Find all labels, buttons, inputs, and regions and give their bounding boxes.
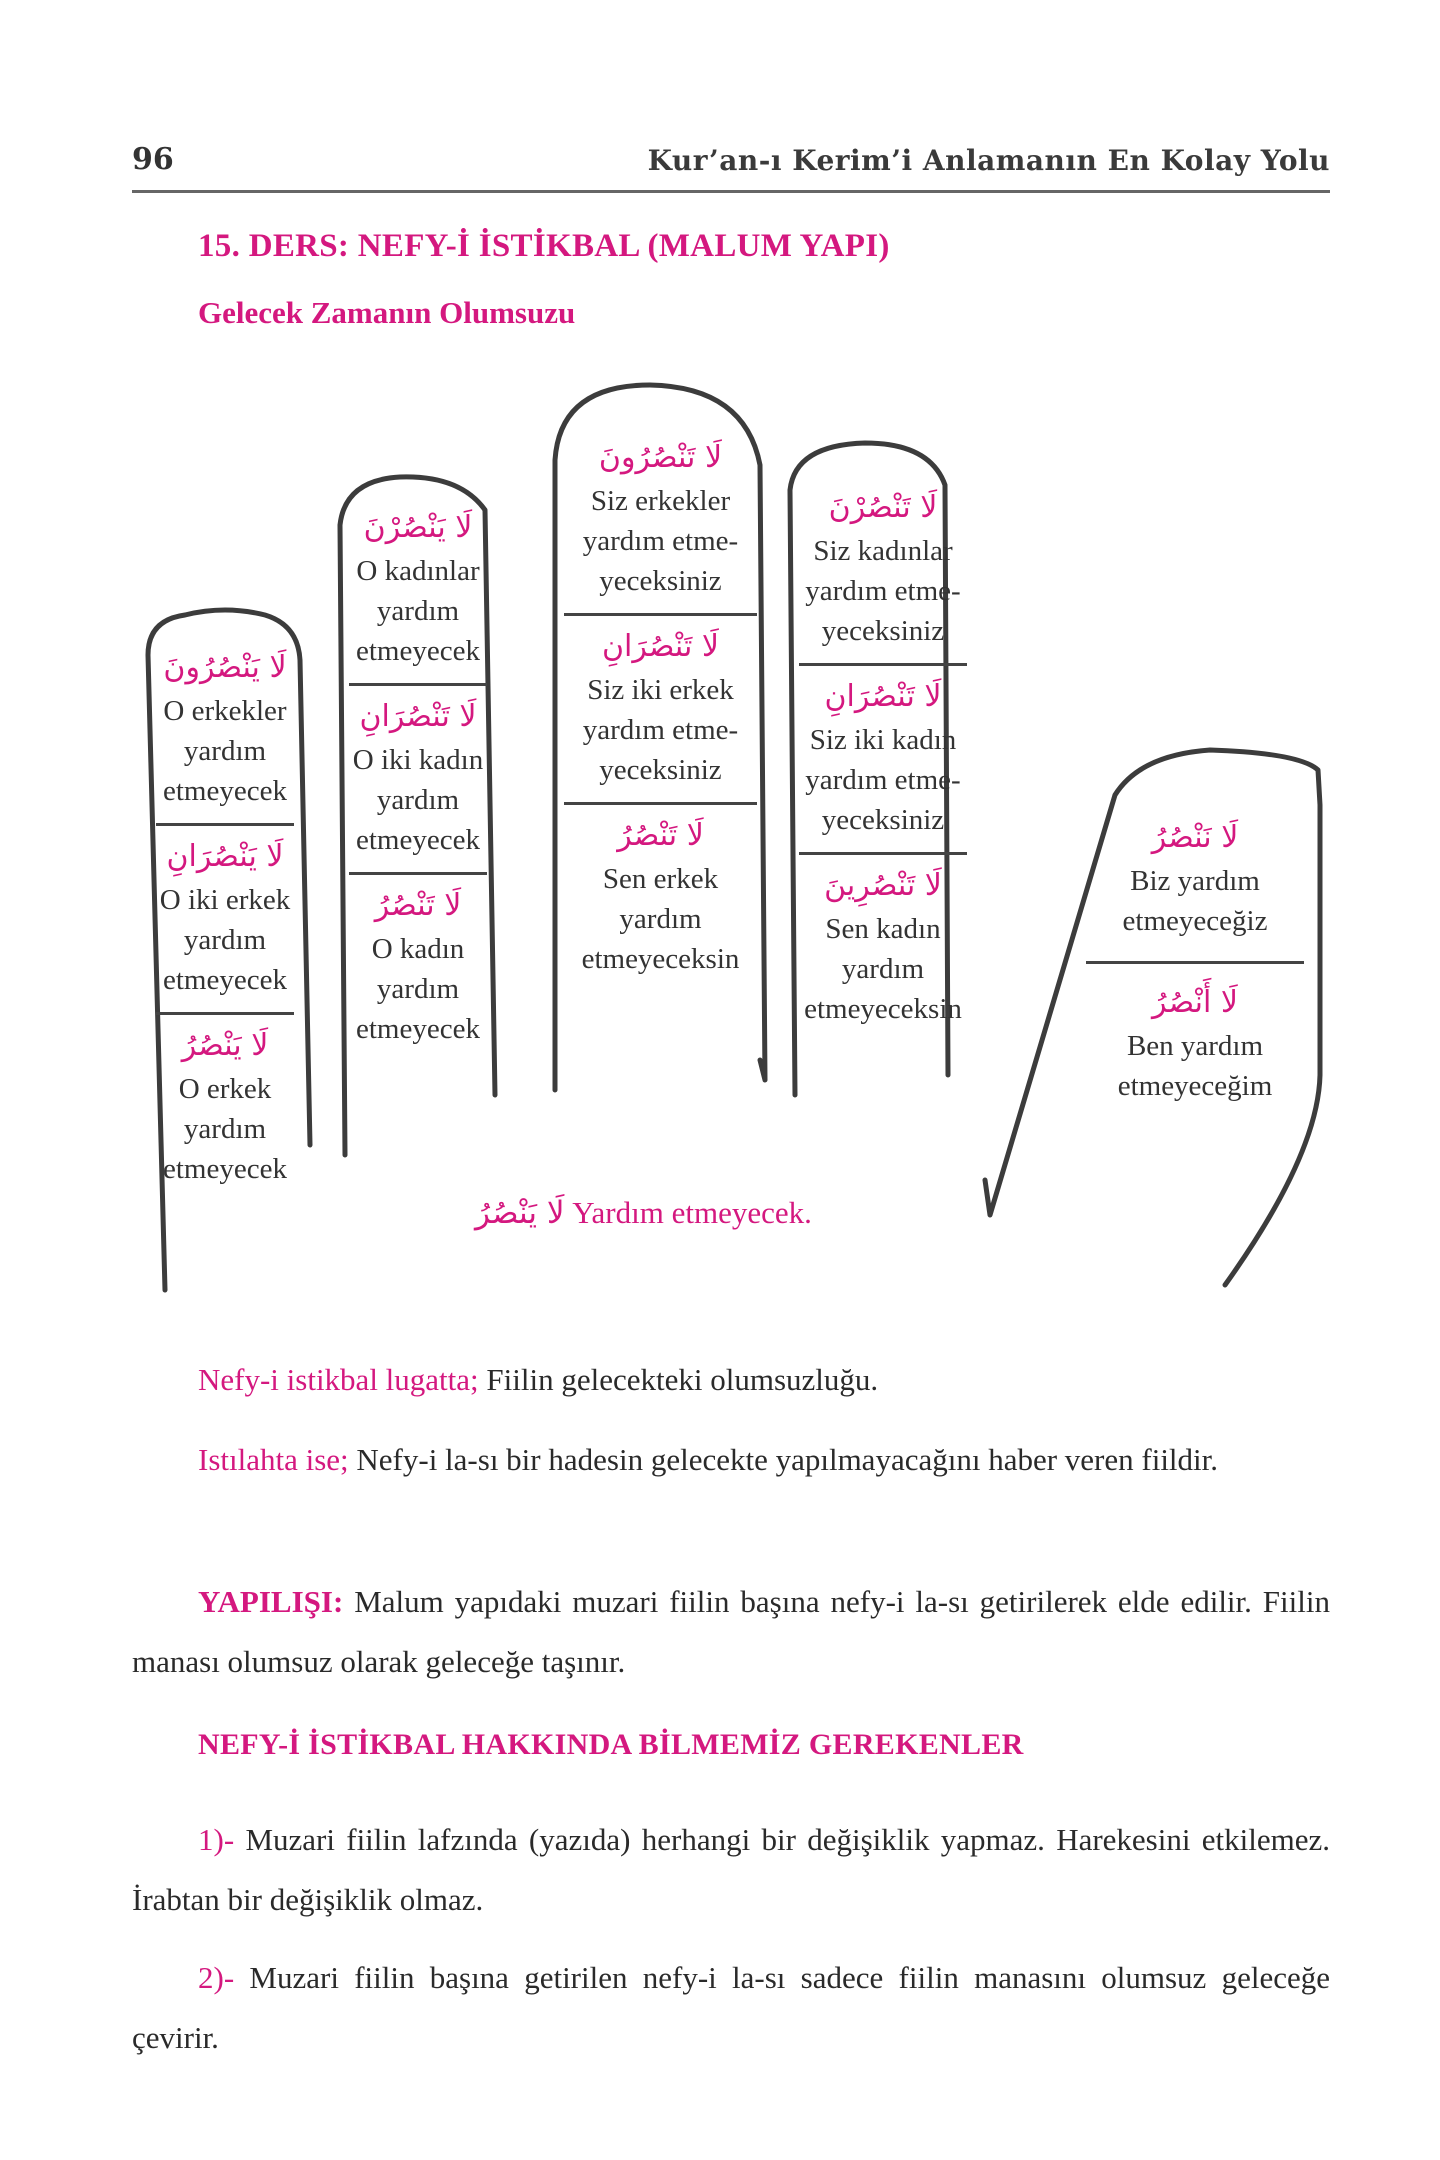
meaning-line: yeceksiniz [599,754,722,786]
meaning-line: Siz iki kadın [809,724,957,756]
list-item [132,1948,1330,2068]
meaning-line: yeceksiniz [821,615,945,647]
arabic-verb: لَا تَنْصُرِينَ [824,868,942,903]
divider [156,1012,294,1015]
meaning-line: Ben yardım [1126,1030,1264,1062]
meaning-line: yeceksiniz [599,565,722,597]
arabic-verb: لَا يَنْصُرَانِ [166,839,284,874]
paragraph-text: Nefy-i la-sı bir hadesin gelecekte yapılmayacağını haber veren fiildir. [348,1442,1219,1477]
divider [1086,961,1304,964]
arabic-verb: لَا أَنْصُرُ [1152,985,1238,1020]
meaning-line: Sen kadın [825,913,941,945]
meaning-line: etmeyeceğiz [1122,905,1268,937]
list-text: Muzari fiilin lafzında (yazıda) herhangi bir değişiklik yapmaz. Harekesini etkilemez. İrabtan bir değişiklik olmaz. [132,1822,1330,1917]
arabic-verb: لَا تَنْصُرَانِ [359,699,477,734]
meaning-line: yardım [841,953,925,985]
meaning-line: etmeyecek [356,635,480,667]
meaning-line: yardım etme- [582,714,739,746]
paragraph-text: Fiilin gelecekteki olumsuzluğu. [478,1362,879,1397]
meaning-line: Siz kadınlar [813,535,953,567]
finger-middle [558,435,763,979]
meaning-line: yardım [183,1113,267,1145]
palm-arabic: لَا يَنْصُرُ [475,1195,565,1231]
paragraph-lugat [132,1350,1330,1410]
meaning-line: Sen erkek [602,863,719,895]
arabic-verb: لَا تَنْصُرْنَ [828,490,938,525]
divider [156,823,294,826]
arabic-verb: لَا تَنْصُرَانِ [824,679,942,714]
arabic-verb: لَا تَنْصُرُ [617,818,704,853]
divider [349,872,487,875]
meaning-line: O erkekler [163,695,287,727]
arabic-verb: لَا تَنْصُرُ [374,888,462,923]
list-number: 1)- [198,1822,235,1857]
divider [564,613,757,616]
hand-diagram [130,375,1330,1305]
meaning-line: yardım [183,735,267,767]
divider [349,683,487,686]
meaning-line: Siz iki erkek [587,674,734,706]
paragraph-label: Nefy-i istikbal lugatta; [198,1362,479,1397]
divider [799,663,967,666]
section-heading: NEFY-İ İSTİKBAL HAKKINDA BİLMEMİZ GEREKENLER [198,1728,1024,1761]
meaning-line: O kadın [371,933,465,965]
meaning-line: yardım etme- [805,764,961,796]
running-title: Kur’an-ı Kerim’i Anlamanın En Kolay Yolu [647,144,1330,177]
paragraph-istilah [132,1430,1330,1490]
meaning-line: yardım [619,903,702,935]
meaning-line: Siz erkekler [590,485,731,517]
lesson-title: 15. DERS: NEFY-İ İSTİKBAL (MALUM YAPI) [198,228,890,264]
meaning-line: etmeyeceksin [804,993,962,1025]
meaning-line: O iki kadın [352,744,484,776]
meaning-line: yardım etme- [805,575,961,607]
lesson-subtitle: Gelecek Zamanın Olumsuzu [198,295,576,330]
paragraph-label: YAPILIŞI: [198,1584,344,1619]
meaning-line: O iki erkek [159,884,291,916]
arabic-verb: لَا يَنْصُرُ [181,1028,269,1063]
arabic-verb: لَا تَنْصُرُونَ [598,440,723,475]
meaning-line: etmeyecek [356,824,480,856]
page-number: 96 [132,142,174,177]
divider [564,802,757,805]
list-text: Muzari fiilin başına getirilen nefy-i la-sı sadece fiilin manasını olumsuz geleceğe çevirir. [132,1960,1330,2055]
thumb [1080,815,1310,1106]
meaning-line: yardım etme- [582,525,739,557]
meaning-line: yardım [376,595,460,627]
meaning-line: etmeyecek [356,1013,480,1045]
meaning-line: etmeyeceksin [581,943,740,975]
palm-caption [475,1195,1075,1231]
finger-pinky [150,645,300,1189]
meaning-line: yeceksiniz [821,804,945,836]
arabic-verb: لَا يَنْصُرْنَ [363,510,473,545]
list-item [132,1810,1330,1930]
meaning-line: etmeyecek [163,1153,287,1185]
meaning-line: yardım [183,924,267,956]
arabic-verb: لَا يَنْصُرُونَ [163,650,287,685]
list-number: 2)- [198,1960,235,1995]
divider [799,852,967,855]
arabic-verb: لَا نَنْصُرُ [1151,820,1239,855]
arabic-verb: لَا تَنْصُرَانِ [602,629,719,664]
page-header [132,140,1330,193]
meaning-line: etmeyecek [163,775,287,807]
meaning-line: O erkek [178,1073,272,1105]
meaning-line: etmeyecek [163,964,287,996]
paragraph-label: Istılahta ise; [198,1442,349,1477]
finger-index [793,485,973,1029]
palm-meaning: Yardım etmeyecek. [572,1195,812,1230]
meaning-line: yardım [376,784,460,816]
paragraph-text: Malum yapıdaki muzari fiilin başına nefy-i la-sı getirilerek elde edilir. Fiilin manası olumsuz olarak geleceğe taşınır. [132,1584,1330,1679]
meaning-line: yardım [376,973,460,1005]
meaning-line: etmeyeceğim [1117,1070,1273,1102]
meaning-line: O kadınlar [356,555,480,587]
meaning-line: Biz yardım [1130,865,1260,897]
paragraph-yapilisi [132,1572,1330,1692]
finger-ring [343,505,493,1049]
